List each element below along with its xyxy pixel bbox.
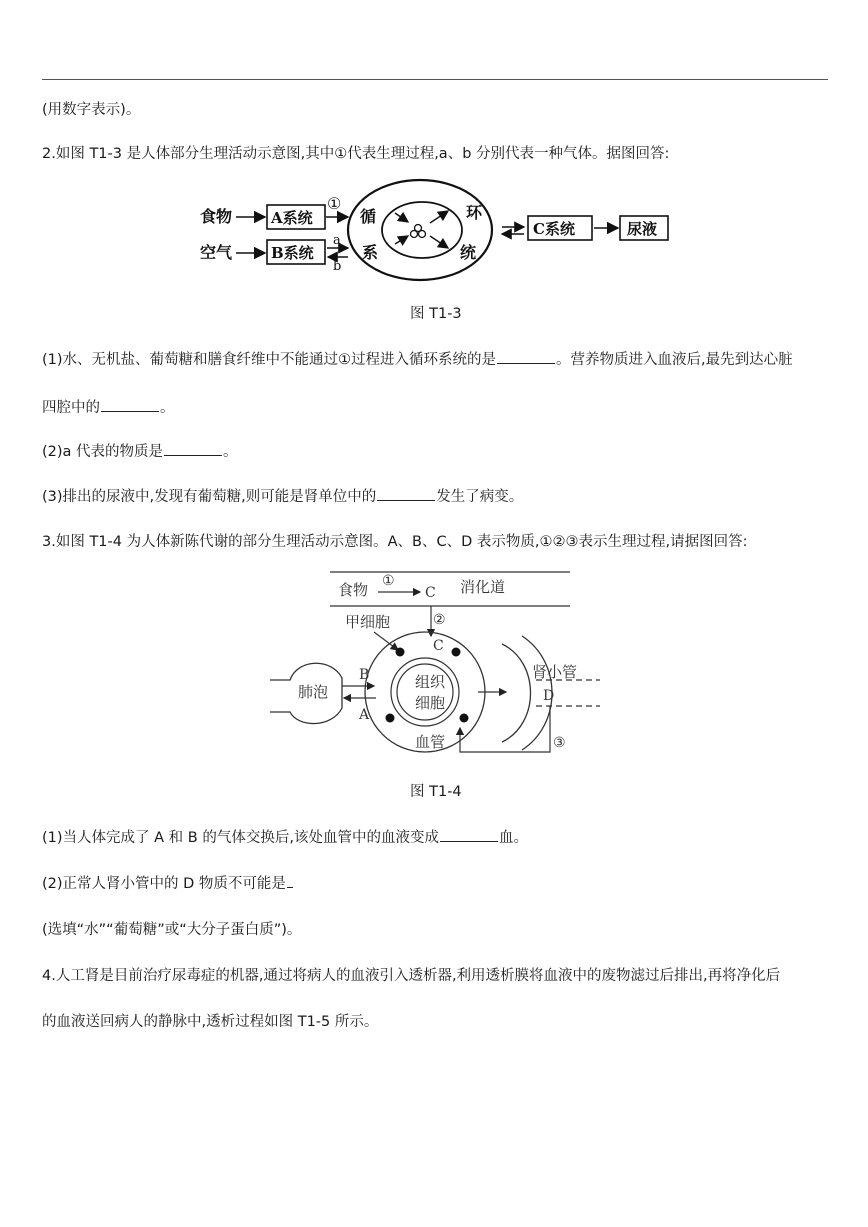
figure-t1-4-caption: 图 T1-4 (410, 784, 462, 800)
fig1-cells-icon (411, 225, 426, 238)
fig1-huan: 环 (466, 203, 483, 222)
q3-part2-options: (选填“水”“葡萄糖”或“大分子蛋白质”)。 (42, 922, 302, 938)
fig2-c-mid: C (433, 638, 444, 654)
fig1-urine-label: 尿液 (627, 220, 658, 238)
q2-part2: (2)a 代表的物质是 。 (42, 444, 238, 460)
text-line-1: (用数字表示)。 (42, 102, 141, 118)
fig1-box-b-label: B系统 (271, 244, 314, 262)
question-2-stem: 2.如图 T1-3 是人体部分生理活动示意图,其中①代表生理过程,a、b 分别代表一种气体。据图回答: (42, 146, 670, 162)
answer-blank[interactable] (377, 488, 435, 501)
answer-blank[interactable] (497, 351, 555, 364)
top-rule (42, 79, 828, 80)
fig1-tong: 统 (460, 243, 477, 262)
fig2-tissue-2: 细胞 (415, 694, 446, 712)
fig2-tract: 消化道 (460, 578, 506, 596)
q2-part3: (3)排出的尿液中,发现有葡萄糖,则可能是肾单位中的 发生了病变。 (42, 489, 524, 505)
fig1-food: 食物 (200, 207, 233, 226)
fig2-vessel: 血管 (415, 733, 446, 751)
answer-blank[interactable] (287, 875, 293, 888)
fig2-d: D (543, 688, 555, 704)
q3-part2: (2)正常人肾小管中的 D 物质不可能是 (42, 872, 294, 893)
figure-t1-4 (270, 566, 610, 766)
fig1-air: 空气 (200, 243, 233, 262)
fig1-xi: 系 (362, 243, 379, 262)
fig2-mark-2: ② (433, 612, 446, 628)
fig1-outer-ring (348, 180, 492, 280)
question-4-stem-line2: 的血液送回病人的静脉中,透析过程如图 T1-5 所示。 (42, 1014, 379, 1030)
q3-part1: (1)当人体完成了 A 和 B 的气体交换后,该处血管中的血液变成 血。 (42, 830, 528, 846)
fig2-a: A (359, 707, 370, 723)
fig2-tissue-1: 组织 (415, 673, 446, 691)
fig2-food: 食物 (338, 581, 369, 599)
figure-t1-3 (190, 178, 680, 288)
figure-t1-3-caption: 图 T1-3 (410, 306, 462, 322)
fig1-label-b: b (333, 259, 342, 274)
fig2-tubule-shape (502, 644, 531, 742)
fig1-mark-1: ① (327, 194, 342, 213)
fig1-box-c-label: C系统 (533, 220, 575, 238)
fig2-tissue-cell-outer (391, 658, 459, 726)
question-4-stem-line1: 4.人工肾是目前治疗尿毒症的机器,通过将病人的血液引入透析器,利用透析膜将血液中的废物滤过后排出,再将净化后 (42, 968, 781, 984)
q2-part1-line2: 四腔中的 。 (42, 400, 175, 416)
q2-part1-line1: (1)水、无机盐、葡萄糖和膳食纤维中不能通过①过程进入循环系统的是 。营养物质进入血液后,最先到达心脏 (42, 352, 793, 368)
fig2-cell-a: 甲细胞 (345, 613, 391, 631)
fig1-xun: 循 (360, 207, 377, 226)
fig2-c-top: C (425, 585, 436, 601)
answer-blank[interactable] (164, 443, 222, 456)
answer-blank[interactable] (101, 399, 159, 412)
fig1-box-a-label: A系统 (271, 209, 313, 227)
question-3-stem: 3.如图 T1-4 为人体新陈代谢的部分生理活动示意图。A、B、C、D 表示物质,①②③表示生理过程,请据图回答: (42, 534, 748, 550)
fig2-b: B (359, 667, 370, 683)
fig2-mark-3: ③ (553, 735, 566, 751)
fig2-tubule: 肾小管 (532, 663, 578, 681)
answer-blank[interactable] (440, 829, 498, 842)
fig2-mark-1: ① (382, 573, 395, 589)
fig1-label-a: a (333, 233, 341, 248)
fig2-alveolus: 肺泡 (298, 683, 329, 701)
